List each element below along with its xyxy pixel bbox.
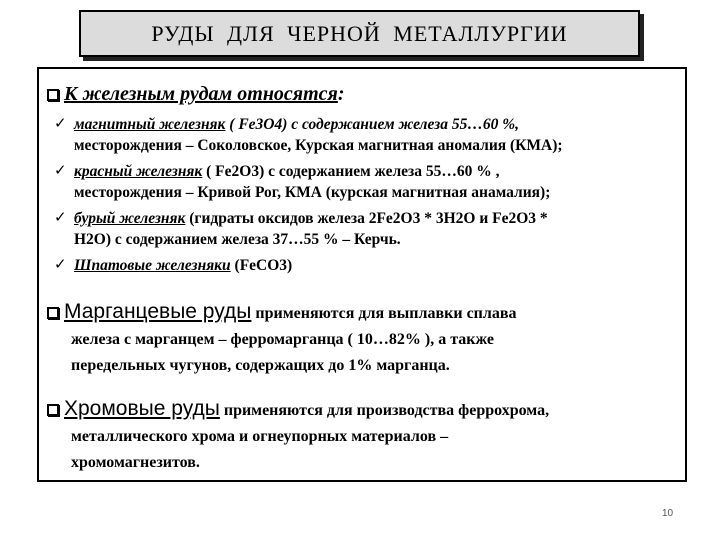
list-item-siderite <box>54 255 677 276</box>
manganese-section <box>47 299 679 379</box>
page-number: 10 <box>662 508 674 519</box>
manganese-text: железа с марганцем – ферромарганца ( 10…82% ), а также <box>71 331 494 348</box>
list-item-text: месторождения – Соколовское, Курская магнитная аномалия (КМА); <box>74 137 563 154</box>
list-item-text: H2O) с содержанием железа 37…55 % – Керчь. <box>74 231 401 248</box>
checkmark-icon: ✓ <box>54 257 67 273</box>
list-item-text: (гидраты оксидов железа 2Fe2O3 * 3H2O и Fe2O3 * <box>185 210 548 227</box>
iron-heading-text: К железным рудам относятся <box>64 83 338 105</box>
chrome-heading: Хромовые руды <box>64 397 220 420</box>
iron-ores-heading <box>47 83 679 106</box>
list-item-text: ( Fe3O4) с содержанием железа 55…60 %, <box>225 116 520 133</box>
chrome-section <box>47 396 679 476</box>
square-bullet-icon <box>47 89 59 101</box>
checkmark-icon: ✓ <box>54 163 67 179</box>
list-item-term: Шпатовые железняки <box>74 257 231 274</box>
list-item-limonite <box>54 208 677 250</box>
checkmark-icon: ✓ <box>54 116 67 132</box>
list-item-magnetite <box>54 114 677 156</box>
square-bullet-icon <box>47 404 59 416</box>
slide-title: РУДЫ ДЛЯ ЧЕРНОЙ МЕТАЛЛУРГИИ <box>151 20 568 46</box>
list-item-text: ( Fe2O3) с содержанием железа 55…60 % , <box>202 163 500 180</box>
list-item-hematite <box>54 161 677 203</box>
manganese-text: передельных чугунов, содержащих до 1% марганца. <box>71 357 450 374</box>
chrome-text: применяются для производства феррохрома, <box>219 402 550 419</box>
manganese-text: применяются для выплавки сплава <box>251 305 517 322</box>
chrome-text: хромомагнезитов. <box>71 454 200 471</box>
manganese-heading: Марганцевые руды <box>64 300 252 323</box>
chrome-text: металлического хрома и огнеупорных материалов – <box>71 428 449 445</box>
square-bullet-icon <box>47 307 59 319</box>
title-box <box>79 10 640 57</box>
content-box <box>37 67 687 482</box>
list-item-text: месторождения – Кривой Рог, КМА (курская магнитная анамалия); <box>74 184 551 201</box>
list-item-term: магнитный железняк <box>74 116 226 133</box>
list-item-term: бурый железняк <box>74 210 186 227</box>
list-item-text: (FeCO3) <box>230 257 293 274</box>
checkmark-icon: ✓ <box>54 210 67 226</box>
list-item-term: красный железняк <box>74 163 203 180</box>
iron-heading-colon: : <box>337 83 345 105</box>
